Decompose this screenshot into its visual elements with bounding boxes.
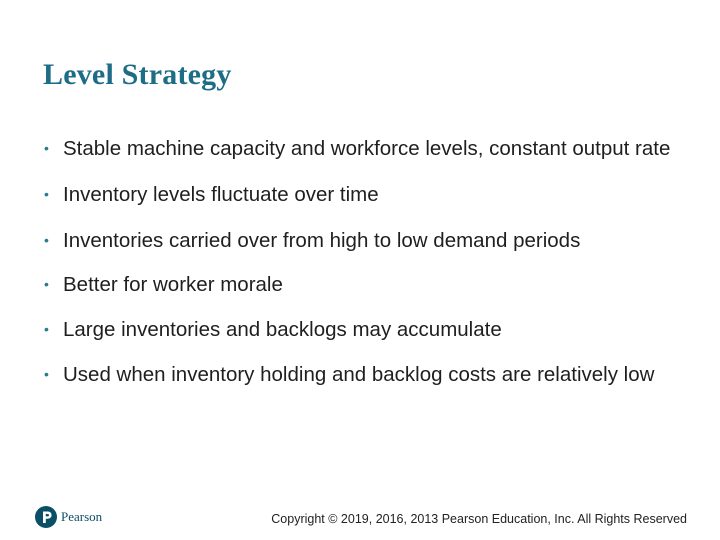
bullet-dot-icon: • (44, 321, 49, 337)
bullet-text: Large inventories and backlogs may accumulate (63, 318, 502, 341)
bullet-text: Better for worker morale (63, 273, 283, 296)
bullet-item (44, 272, 694, 297)
bullet-text: Stable machine capacity and workforce levels, constant output rate (63, 137, 671, 160)
bullet-dot-icon: • (44, 140, 49, 156)
copyright-notice: Copyright © 2019, 2016, 2013 Pearson Education, Inc. All Rights Reserved (271, 512, 687, 526)
pearson-logo-icon (35, 506, 57, 528)
bullet-list (44, 136, 694, 387)
bullet-dot-icon: • (44, 232, 49, 248)
bullet-text: Inventory levels fluctuate over time (63, 183, 379, 206)
bullet-item (44, 317, 694, 342)
bullet-dot-icon: • (44, 186, 49, 202)
slide-title: Level Strategy (43, 58, 232, 91)
bullet-item (44, 182, 694, 207)
bullet-item (44, 228, 694, 253)
bullet-item (44, 136, 694, 161)
bullet-dot-icon: • (44, 276, 49, 292)
pearson-logo (35, 505, 102, 529)
bullet-item (44, 362, 694, 387)
bullet-text: Inventories carried over from high to low demand periods (63, 229, 581, 252)
bullet-dot-icon: • (44, 366, 49, 382)
bullet-text: Used when inventory holding and backlog costs are relatively low (63, 363, 655, 386)
pearson-wordmark: Pearson (61, 509, 103, 524)
